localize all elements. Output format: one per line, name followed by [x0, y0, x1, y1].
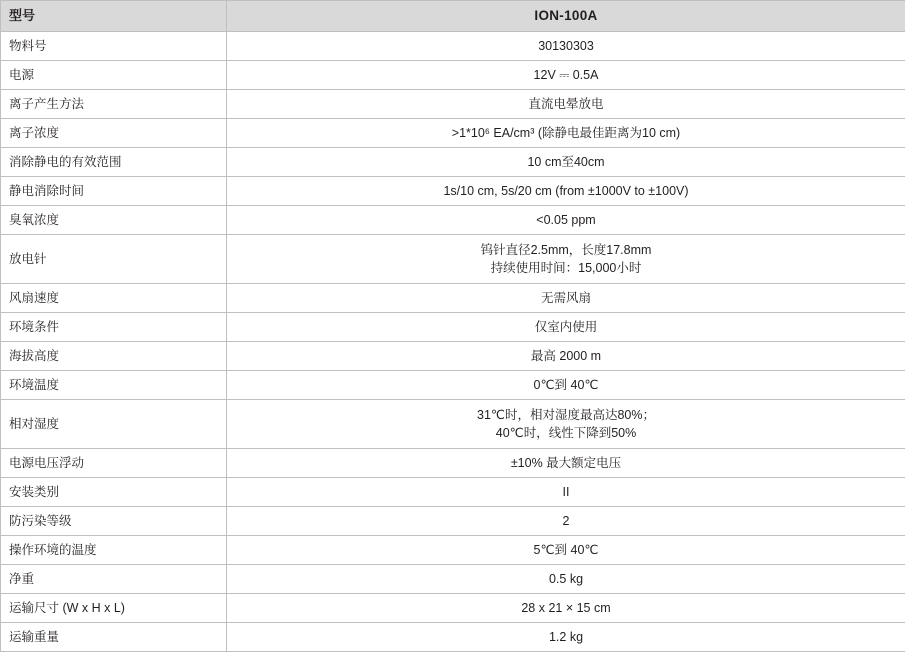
multiline-value: [235, 241, 897, 277]
spec-label-cell: 操作环境的温度: [1, 536, 227, 565]
spec-label-cell: 电源: [1, 61, 227, 90]
table-row: [1, 119, 905, 148]
spec-label-cell: 运输尺寸 (W x H x L): [1, 594, 227, 623]
spec-value-cell: [227, 235, 905, 284]
spec-value-cell: 0℃到 40℃: [227, 371, 905, 400]
spec-label-cell: 离子浓度: [1, 119, 227, 148]
spec-label-cell: 相对湿度: [1, 400, 227, 449]
value-line: 40℃时，线性下降到50%: [235, 424, 897, 442]
spec-label-cell: 静电消除时间: [1, 177, 227, 206]
spec-value-cell: 2: [227, 507, 905, 536]
spec-label-cell: 离子产生方法: [1, 90, 227, 119]
table-row: [1, 507, 905, 536]
table-header: [1, 1, 905, 32]
table-row: [1, 284, 905, 313]
table-row: [1, 478, 905, 507]
table-row: [1, 32, 905, 61]
table-row: [1, 449, 905, 478]
spec-value-cell: 10 cm至40cm: [227, 148, 905, 177]
table-row: [1, 313, 905, 342]
spec-label-cell: 臭氧浓度: [1, 206, 227, 235]
spec-value-cell: 仅室内使用: [227, 313, 905, 342]
table-body: [1, 32, 905, 652]
column-header-model-value: ION-100A: [227, 1, 905, 32]
spec-label-cell: 放电针: [1, 235, 227, 284]
table-row: [1, 90, 905, 119]
spec-label-cell: 风扇速度: [1, 284, 227, 313]
spec-value-cell: 无需风扇: [227, 284, 905, 313]
table-row: [1, 206, 905, 235]
spec-value-cell: <0.05 ppm: [227, 206, 905, 235]
column-header-model-label: 型号: [1, 1, 227, 32]
table-row: [1, 400, 905, 449]
table-row: [1, 342, 905, 371]
spec-value-cell: II: [227, 478, 905, 507]
value-line: 持续使用时间：15,000小时: [235, 259, 897, 277]
table-row: [1, 565, 905, 594]
table-row: [1, 235, 905, 284]
spec-value-cell: [227, 400, 905, 449]
spec-label-cell: 运输重量: [1, 623, 227, 652]
table-row: [1, 148, 905, 177]
spec-value-cell: ±10% 最大额定电压: [227, 449, 905, 478]
spec-value-cell: 直流电晕放电: [227, 90, 905, 119]
spec-label-cell: 安装类别: [1, 478, 227, 507]
spec-value-cell: 28 x 21 × 15 cm: [227, 594, 905, 623]
spec-value-cell: 1.2 kg: [227, 623, 905, 652]
spec-label-cell: 海拔高度: [1, 342, 227, 371]
table-row: [1, 623, 905, 652]
table-row: [1, 536, 905, 565]
table-row: [1, 61, 905, 90]
table-header-row: [1, 1, 905, 32]
spec-value-cell: 30130303: [227, 32, 905, 61]
spec-value-cell: 最高 2000 m: [227, 342, 905, 371]
spec-value-cell: 0.5 kg: [227, 565, 905, 594]
value-line: 31℃时，相对湿度最高达80%；: [235, 406, 897, 424]
spec-label-cell: 防污染等级: [1, 507, 227, 536]
spec-value-cell: 12V ⎓ 0.5A: [227, 61, 905, 90]
value-line: 钨针直径2.5mm，长度17.8mm: [235, 241, 897, 259]
spec-label-cell: 环境温度: [1, 371, 227, 400]
spec-label-cell: 消除静电的有效范围: [1, 148, 227, 177]
spec-label-cell: 净重: [1, 565, 227, 594]
spec-value-cell: 1s/10 cm, 5s/20 cm (from ±1000V to ±100V): [227, 177, 905, 206]
multiline-value: [235, 406, 897, 442]
spec-value-cell: 5℃到 40℃: [227, 536, 905, 565]
table-row: [1, 177, 905, 206]
spec-label-cell: 物料号: [1, 32, 227, 61]
spec-value-cell: >1*10⁶ EA/cm³ (除静电最佳距离为10 cm): [227, 119, 905, 148]
table-row: [1, 594, 905, 623]
spec-label-cell: 电源电压浮动: [1, 449, 227, 478]
spec-label-cell: 环境条件: [1, 313, 227, 342]
table-row: [1, 371, 905, 400]
